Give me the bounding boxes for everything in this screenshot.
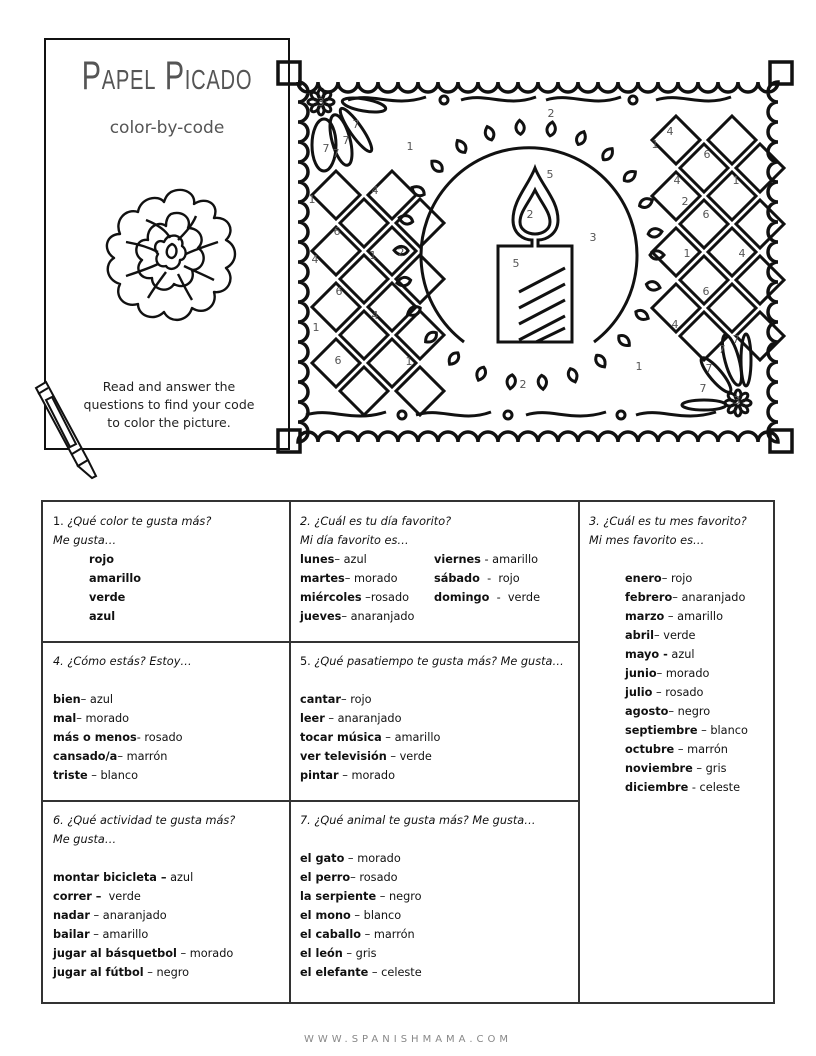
wave-ornament [636, 412, 716, 416]
answer-word: mal [53, 712, 77, 725]
wave-ornament [416, 412, 491, 416]
color-code: verde [108, 890, 141, 903]
answer-word: pintar [300, 769, 339, 782]
corner-tab [770, 62, 792, 84]
answer-separator: – [342, 947, 356, 960]
marigold-flower-icon [96, 180, 246, 330]
answer-separator: – [76, 712, 86, 725]
question-7 [290, 801, 578, 992]
answer-option [53, 906, 279, 925]
candle-flame [520, 190, 550, 234]
answer-option [53, 709, 279, 728]
answer-separator: – [692, 762, 706, 775]
wave-ornament [656, 97, 731, 101]
drop-ornament [645, 280, 661, 291]
answer-word: miércoles [300, 591, 362, 604]
answer-option [300, 849, 568, 868]
color-code-number: 3 [733, 394, 741, 407]
color-code: rosado [665, 686, 704, 699]
color-code-number: 4 [371, 184, 379, 197]
answer-separator: – [338, 769, 352, 782]
color-code-number: 6 [335, 285, 343, 298]
wave-ornament [526, 412, 606, 416]
answer-option [89, 569, 279, 588]
answer-option [53, 747, 279, 766]
color-code: marrón [687, 743, 728, 756]
answer-separator: – [664, 610, 678, 623]
question-number: 1. [53, 515, 64, 528]
answer-option [434, 569, 568, 588]
color-code: verde [507, 591, 541, 604]
color-code-number: 4 [311, 253, 319, 266]
question-prompt: Mi día favorito es… [300, 534, 409, 547]
drop-ornament [622, 169, 638, 184]
color-code-number: 5 [512, 257, 520, 270]
answer-option [625, 721, 765, 740]
question-prompt: Mi mes favorito es… [589, 534, 705, 547]
color-code-number: 6 [702, 208, 710, 221]
answer-option [53, 868, 279, 887]
answer-word: agosto [625, 705, 669, 718]
drop-ornament [454, 138, 468, 154]
answer-option [89, 607, 279, 626]
answer-word: jugar al fútbol [53, 966, 144, 979]
drop-ornament [574, 130, 587, 146]
color-code-number: 6 [702, 285, 710, 298]
drop-ornament [475, 366, 488, 382]
color-code-number: 4 [666, 125, 674, 138]
answer-word: diciembre [625, 781, 689, 794]
drop-ornament [398, 214, 414, 226]
dot-ornament [398, 411, 406, 419]
color-code: anaranjado [681, 591, 746, 604]
answer-word: el mono [300, 909, 351, 922]
color-code: gris [355, 947, 377, 960]
dot-ornament [617, 411, 625, 419]
color-code-number: 1 [635, 360, 643, 373]
question-4 [43, 642, 289, 795]
color-code-number: 6 [333, 225, 341, 238]
question-text: ¿Cuál es tu día favorito? [314, 515, 452, 528]
question-text: ¿Qué animal te gusta más? Me gusta… [314, 814, 536, 827]
color-code: verde [399, 750, 432, 763]
answer-option [300, 588, 434, 607]
answer-word: rojo [89, 553, 114, 566]
answer-separator: – [386, 750, 400, 763]
answer-option [625, 702, 765, 721]
papel-picado-coloring-picture [276, 60, 796, 455]
color-code: verde [663, 629, 696, 642]
drop-ornament [410, 184, 426, 198]
color-code-number: 2 [519, 378, 527, 391]
color-code-number: 7 [352, 118, 360, 131]
color-code: azul [89, 693, 114, 706]
answer-separator: – [652, 686, 666, 699]
answer-option [625, 607, 765, 626]
answer-option [89, 550, 279, 569]
answer-option [625, 626, 765, 645]
answer-separator: – [344, 852, 358, 865]
answer-separator: – [117, 750, 127, 763]
color-code-number: 7 [705, 362, 713, 375]
answer-option [300, 944, 568, 963]
answer-separator: – [80, 693, 90, 706]
drop-ornament [515, 120, 524, 135]
answer-word: jugar al básquetbol [53, 947, 177, 960]
drop-ornament [506, 374, 516, 389]
answer-separator: – [324, 712, 338, 725]
answer-word: sábado [434, 572, 480, 585]
answer-word: jueves [300, 610, 342, 623]
answer-option [434, 550, 568, 569]
question-grid [41, 500, 775, 1004]
color-code-number: 5 [546, 168, 554, 181]
answer-separator: – [334, 553, 344, 566]
color-code: amarillo [102, 928, 149, 941]
answer-option [625, 588, 765, 607]
answer-option [53, 766, 279, 785]
answer-option [300, 728, 568, 747]
answer-option [300, 963, 568, 982]
drop-ornament [446, 350, 461, 366]
answer-word: amarillo [89, 572, 141, 585]
question-text: ¿Cuál es tu mes favorito? [603, 515, 747, 528]
answer-option [53, 925, 279, 944]
color-code: rojo [498, 572, 520, 585]
color-code: anaranjado [337, 712, 402, 725]
answer-option [300, 607, 434, 626]
answer-option [300, 887, 568, 906]
color-code-number: 6 [334, 354, 342, 367]
answer-separator: – [674, 743, 688, 756]
answer-word: febrero [625, 591, 673, 604]
answer-option [89, 588, 279, 607]
answer-word: correr – [53, 890, 102, 903]
question-number: 7. [300, 814, 311, 827]
question-6 [43, 801, 289, 992]
answer-word: la serpiente [300, 890, 377, 903]
color-code: morado [354, 572, 398, 585]
answer-word: marzo [625, 610, 665, 623]
footer-url: WWW.SPANISHMAMA.COM [304, 1034, 512, 1045]
answer-separator: – [341, 610, 351, 623]
color-code: negro [156, 966, 190, 979]
color-code: morado [85, 712, 130, 725]
answer-separator: – [344, 572, 355, 585]
color-code-number: 7 [322, 142, 330, 155]
color-code: marrón [373, 928, 415, 941]
drop-ornament [647, 227, 662, 238]
answer-word: azul [89, 610, 116, 623]
color-code-number: 2 [526, 208, 534, 221]
question-number: 3. [589, 515, 600, 528]
question-number: 2. [300, 515, 311, 528]
answer-word: septiembre [625, 724, 698, 737]
worksheet-subtitle: color-by-code [109, 118, 225, 138]
question-number: 4. [53, 655, 64, 668]
answer-word: mayo - [625, 648, 668, 661]
answer-separator: – [176, 947, 190, 960]
answer-word: más o menos [53, 731, 137, 744]
color-code: gris [705, 762, 727, 775]
answer-word: cantar [300, 693, 341, 706]
color-code-number: 4 [671, 318, 679, 331]
answer-word: montar bicicleta – [53, 871, 167, 884]
answer-option [300, 747, 568, 766]
answer-word: bien [53, 693, 81, 706]
answer-separator: – [661, 572, 671, 585]
answer-separator: – [87, 769, 101, 782]
answer-option [53, 728, 279, 747]
answer-word: el gato [300, 852, 345, 865]
answer-option [300, 550, 434, 569]
color-code-number: 7 [718, 343, 726, 356]
color-code: rosado [359, 871, 398, 884]
color-code: amarillo [394, 731, 441, 744]
color-code-number: 2 [397, 246, 405, 259]
answer-option [300, 690, 568, 709]
wave-ornament [461, 97, 536, 101]
answer-option [300, 906, 568, 925]
color-code: rojo [350, 693, 372, 706]
answer-option [434, 588, 568, 607]
dot-ornament [629, 96, 637, 104]
drop-ornament [429, 158, 445, 174]
answer-option [300, 868, 568, 887]
color-code: celeste [381, 966, 422, 979]
answer-option [625, 683, 765, 702]
question-text: ¿Qué pasatiempo te gusta más? Me gusta… [314, 655, 564, 668]
color-code-number: 4 [673, 174, 681, 187]
color-code: celeste [699, 781, 741, 794]
leaf-shape [682, 400, 726, 410]
color-code-number: 1 [308, 193, 316, 206]
question-2 [290, 502, 578, 636]
answer-option [53, 887, 279, 906]
color-code-number: 7 [342, 134, 350, 147]
question-text: ¿Cómo estás? Estoy… [67, 655, 192, 668]
question-number: 6. [53, 814, 64, 827]
wave-ornament [306, 412, 386, 416]
answer-word: verde [89, 591, 126, 604]
answer-word: el elefante [300, 966, 369, 979]
question-prompt: Me gusta… [53, 534, 117, 547]
question-number: 5. [300, 655, 311, 668]
drop-ornament [593, 353, 608, 369]
answer-word: tocar música [300, 731, 382, 744]
answer-word: abril [625, 629, 655, 642]
crayon-icon [30, 380, 100, 480]
color-code-number: 3 [589, 231, 597, 244]
instructions-text: Read and answer the questions to find your code to color the picture. [83, 379, 255, 430]
color-code: azul [671, 648, 695, 661]
drop-ornament [616, 333, 632, 349]
answer-option [300, 569, 434, 588]
answer-option [300, 709, 568, 728]
color-code: anaranjado [102, 909, 167, 922]
worksheet-title: Papel Picado [81, 54, 253, 98]
answer-word: domingo [434, 591, 490, 604]
answer-option [300, 766, 568, 785]
answer-word: enero [625, 572, 662, 585]
drop-ornament [634, 308, 650, 322]
answer-option [53, 690, 279, 709]
color-code: blanco [100, 769, 138, 782]
dot-ornament [440, 96, 448, 104]
answer-separator: – [376, 890, 389, 903]
answer-separator: - [688, 781, 700, 794]
drop-ornament [483, 125, 495, 141]
answer-separator: – [89, 928, 103, 941]
answer-separator: – [350, 871, 360, 884]
color-code: rosado [370, 591, 410, 604]
question-text: ¿Qué actividad te gusta más? [67, 814, 236, 827]
answer-separator: – [672, 591, 682, 604]
corner-tab [278, 62, 300, 84]
answer-separator: – [697, 724, 711, 737]
color-code: marrón [126, 750, 168, 763]
color-code-number: 1 [369, 249, 377, 262]
color-code-number: 7 [732, 333, 740, 346]
color-code-number: 2 [547, 107, 555, 120]
answer-word: el león [300, 947, 343, 960]
color-code-number: 7 [699, 382, 707, 395]
question-3 [579, 502, 775, 807]
answer-separator: – [89, 909, 103, 922]
answer-option [300, 925, 568, 944]
color-code: rojo [670, 572, 693, 585]
drop-ornament [538, 375, 548, 390]
answer-word: triste [53, 769, 88, 782]
question-text: ¿Qué color te gusta más? [67, 515, 212, 528]
color-code: anaranjado [350, 610, 415, 623]
color-code: blanco [363, 909, 402, 922]
wave-ornament [546, 97, 621, 101]
answer-option [625, 740, 765, 759]
color-code: negro [677, 705, 711, 718]
color-code: azul [343, 553, 367, 566]
answer-word: noviembre [625, 762, 693, 775]
color-code-number: 1 [405, 355, 413, 368]
answer-separator: – [361, 591, 371, 604]
color-code-number: 1 [406, 140, 414, 153]
color-code: blanco [710, 724, 748, 737]
drop-ornament [638, 196, 654, 209]
color-code-number: 1 [683, 247, 691, 260]
color-code-number: 1 [732, 174, 740, 187]
color-code-number: 3 [317, 96, 325, 109]
answer-separator: – [361, 928, 374, 941]
answer-word: viernes [434, 553, 481, 566]
answer-word: julio [625, 686, 653, 699]
color-code: morado [665, 667, 710, 680]
answer-word: cansado/a [53, 750, 118, 763]
answer-separator: – [668, 705, 678, 718]
answer-option [53, 944, 279, 963]
answer-word: ver televisión [300, 750, 387, 763]
answer-word: martes [300, 572, 345, 585]
answer-word: el perro [300, 871, 351, 884]
answer-separator: - [479, 572, 499, 585]
color-code-number: 4 [371, 309, 379, 322]
color-code-number: 4 [738, 247, 746, 260]
answer-word: el caballo [300, 928, 362, 941]
color-code-number: 7 [332, 147, 340, 160]
answer-option [53, 963, 279, 982]
answer-option [625, 569, 765, 588]
answer-separator: - [480, 553, 493, 566]
color-code: morado [351, 769, 396, 782]
answer-separator: – [381, 731, 395, 744]
color-code: rosado [144, 731, 183, 744]
drop-ornament [567, 367, 580, 383]
answer-separator [101, 890, 108, 903]
question-5 [290, 642, 578, 795]
color-code-number: 2 [681, 195, 689, 208]
color-code: negro [388, 890, 422, 903]
color-code: morado [357, 852, 401, 865]
color-code-number: 6 [703, 148, 711, 161]
answer-separator: – [656, 667, 666, 680]
dot-ornament [504, 411, 512, 419]
candle-stripes [519, 268, 565, 342]
color-code: morado [189, 947, 234, 960]
answer-separator: – [340, 693, 351, 706]
answer-separator: – [654, 629, 664, 642]
drop-ornament [600, 146, 615, 162]
question-1 [43, 502, 289, 636]
answer-word: junio [625, 667, 657, 680]
answer-separator: – [368, 966, 382, 979]
answer-word: lunes [300, 553, 335, 566]
answer-separator: - [136, 731, 145, 744]
answer-separator: – [350, 909, 364, 922]
answer-option [625, 645, 765, 664]
drop-ornament [546, 121, 557, 136]
answer-option [625, 759, 765, 778]
color-code: azul [170, 871, 194, 884]
color-code: amarillo [677, 610, 723, 623]
question-prompt: Me gusta… [53, 833, 117, 846]
color-code-number: 1 [651, 138, 659, 151]
answer-option [625, 778, 765, 797]
answer-option [625, 664, 765, 683]
color-code-number: 1 [312, 321, 320, 334]
answer-separator: – [143, 966, 157, 979]
answer-word: leer [300, 712, 325, 725]
answer-word: bailar [53, 928, 90, 941]
answer-word: nadar [53, 909, 90, 922]
answer-separator: - [489, 591, 508, 604]
answer-word: octubre [625, 743, 675, 756]
color-code: amarillo [492, 553, 538, 566]
